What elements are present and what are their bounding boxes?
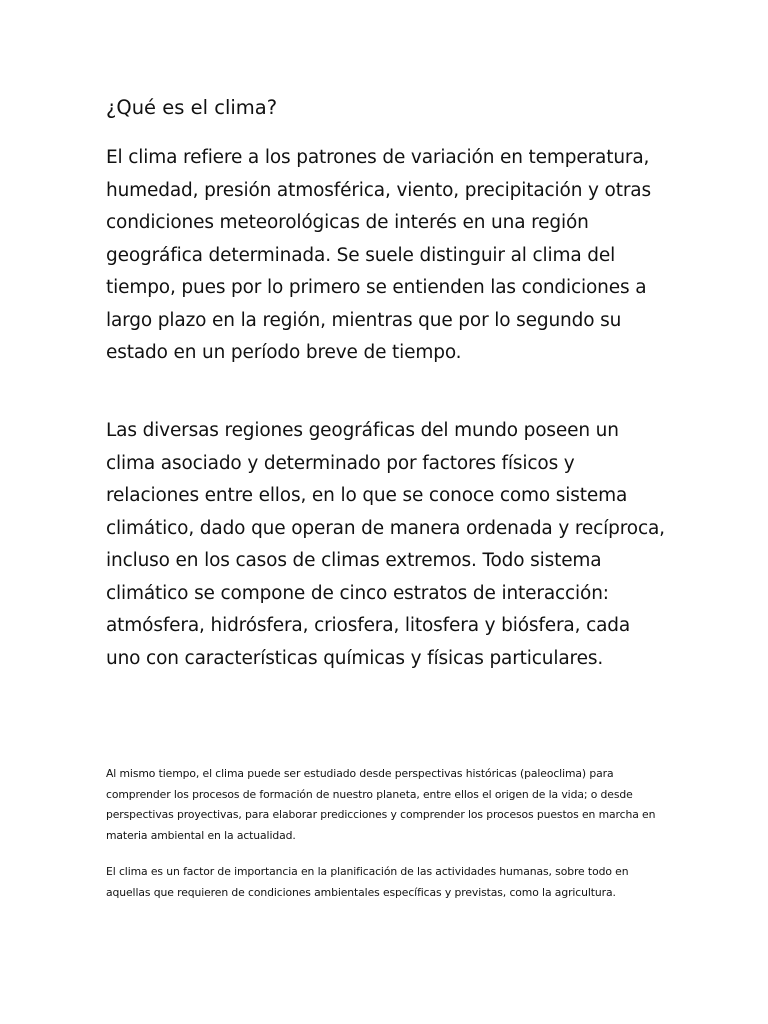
paragraph-importance: El clima es un factor de importancia en la planificación de las actividades humanas, sobre todo en aquellas que requieren de condiciones ambientales específicas y previstas, como la agricultura.: [106, 865, 629, 899]
paragraph-climate-system: Las diversas regiones geográficas del mundo poseen un clima asociado y determinado por factores físicos y relaciones entre ellos, en lo que se conoce como sistema climático, dado que operan de manera ordenada y recíproca, incluso en los casos de climas extremos. Todo sistema climático se compone de cinco estratos de interacción: atmósfera, hidrósfera, criosfera, litosfera y biósfera, cada uno con características químicas y físicas particulares.: [106, 420, 665, 669]
paragraph-perspectives: Al mismo tiempo, el clima puede ser estudiado desde perspectivas históricas (paleoclima) para comprender los procesos de formación de nuestro planeta, entre ellos el origen de la vida; o desde perspectivas proyectivas, para elaborar predicciones y comprender los procesos puestos en marcha en materia ambiental en la actualidad.: [106, 767, 656, 842]
paragraph-definition: El clima refiere a los patrones de variación en temperatura, humedad, presión atmosférica, viento, precipitación y otras condiciones meteorológicas de interés en una región geográfica determinada. Se suele distinguir al clima del tiempo, pues por lo primero se entienden las condiciones a largo plazo en la región, mientras que por lo segundo su estado en un período breve de tiempo.: [106, 147, 651, 363]
document-title: ¿Qué es el clima?: [106, 96, 278, 119]
